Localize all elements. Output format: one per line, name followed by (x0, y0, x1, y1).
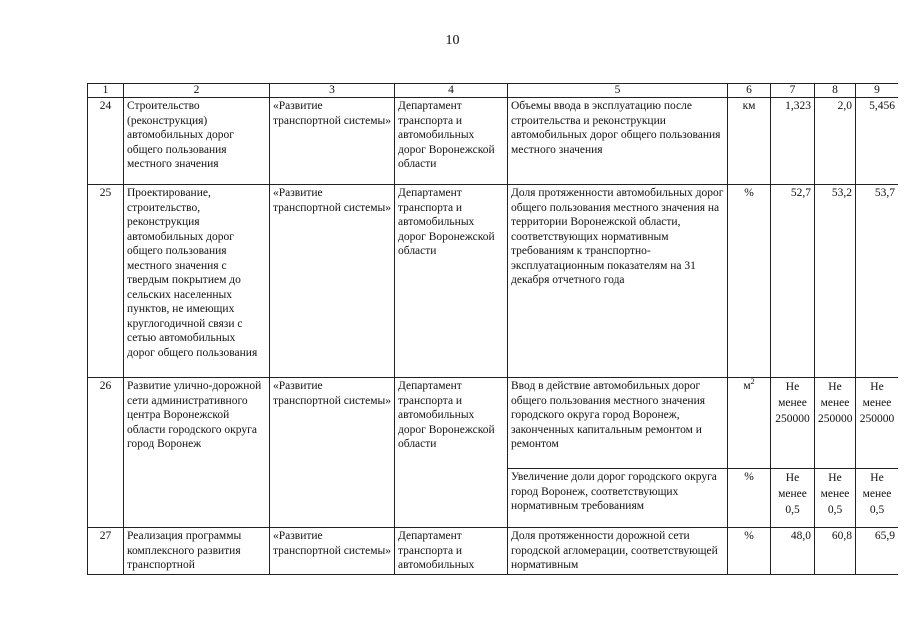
value-prefix: Не менее (778, 381, 807, 409)
value-col-9 (856, 469, 899, 528)
indicator-name: Ввод в действие автомобильных дорог общего пользования местного значения городского округа город Воронеж, законченных капитальным ремонтом и ремонтом (508, 378, 728, 469)
page-number: 10 (445, 33, 460, 48)
program-name: «Развитие транспортной системы» (270, 185, 395, 378)
value-col-7: 1,323 (771, 98, 815, 185)
header-cell-1: 1 (88, 84, 124, 98)
value-col-8 (815, 378, 856, 469)
header-cell-8: 8 (815, 84, 856, 98)
value-col-9: 5,456 (856, 98, 899, 185)
indicator-name: Доля протяженности автомобильных дорог общего пользования местного значения на территории Воронежской области, соответствующих нормативным требованиям к транспортно-эксплуатационным показателям на 31 декабря отчетного года (508, 185, 728, 378)
value-col-7: 52,7 (771, 185, 815, 378)
executor-name: Департамент транспорта и автомобильных дорог Воронежской области (395, 98, 508, 185)
value-number: 0,5 (827, 504, 843, 516)
value-number: 0,5 (869, 504, 885, 516)
value-number: 0,5 (785, 504, 800, 516)
event-name: Развитие улично-дорожной сети административного центра Воронежской области городского округа город Воронеж (124, 378, 270, 528)
event-name: Строительство (реконструкция) автомобильных дорог общего пользования местного значения (124, 98, 270, 185)
header-cell-2: 2 (124, 84, 270, 98)
row-number: 25 (88, 185, 124, 378)
program-name: «Развитие транспортной системы» (270, 528, 395, 575)
header-cell-9: 9 (856, 84, 899, 98)
table-row (88, 378, 899, 469)
indicator-name: Доля протяженности дорожной сети городской агломерации, соответствующей нормативным (508, 528, 728, 575)
row-number: 26 (88, 378, 124, 528)
row-number: 27 (88, 528, 124, 575)
event-name: Проектирование, строительство, реконструкция автомобильных дорог общего пользования местного значения с твердым покрытием до сельских населенных пунктов, не имеющих круглогодичной связи с сетью автомобильных дорог общего пользования (124, 185, 270, 378)
program-name: «Развитие транспортной системы» (270, 378, 395, 528)
value-col-7: 48,0 (771, 528, 815, 575)
event-name: Реализация программы комплексного развития транспортной (124, 528, 270, 575)
value-number: 250000 (775, 413, 810, 425)
value-col-7 (771, 378, 815, 469)
table-row (88, 528, 899, 575)
value-prefix: Не менее (862, 472, 892, 500)
indicator-name: Увеличение доли дорог городского округа город Воронеж, соответствующих нормативным требованиям (508, 469, 728, 528)
value-prefix: Не менее (862, 381, 892, 409)
unit: % (728, 185, 771, 378)
value-number: 250000 (818, 413, 853, 425)
value-col-9: 53,7 (856, 185, 899, 378)
header-cell-7: 7 (771, 84, 815, 98)
value-col-7 (771, 469, 815, 528)
value-prefix: Не менее (820, 381, 850, 409)
header-cell-6: 6 (728, 84, 771, 98)
unit (728, 378, 771, 469)
unit: % (728, 469, 771, 528)
indicators-table-wrapper (87, 83, 898, 575)
value-col-9 (856, 378, 899, 469)
executor-name: Департамент транспорта и автомобильных (395, 528, 508, 575)
header-cell-5: 5 (508, 84, 728, 98)
unit: % (728, 528, 771, 575)
unit-text: м (743, 380, 751, 392)
header-row (88, 84, 899, 98)
value-prefix: Не менее (820, 472, 850, 500)
table-row (88, 98, 899, 185)
value-number: 250000 (859, 413, 895, 425)
executor-name: Департамент транспорта и автомобильных дорог Воронежской области (395, 378, 508, 528)
unit-superscript: 2 (750, 377, 755, 387)
value-col-8 (815, 469, 856, 528)
value-prefix: Не менее (778, 472, 807, 500)
program-name: «Развитие транспортной системы» (270, 98, 395, 185)
header-cell-4: 4 (395, 84, 508, 98)
value-col-9: 65,9 (856, 528, 899, 575)
value-col-8: 2,0 (815, 98, 856, 185)
value-col-8: 53,2 (815, 185, 856, 378)
value-col-8: 60,8 (815, 528, 856, 575)
row-number: 24 (88, 98, 124, 185)
executor-name: Департамент транспорта и автомобильных дорог Воронежской области (395, 185, 508, 378)
indicators-table (87, 83, 898, 575)
table-row (88, 185, 899, 378)
unit: км (728, 98, 771, 185)
header-cell-3: 3 (270, 84, 395, 98)
indicator-name: Объемы ввода в эксплуатацию после строительства и реконструкции автомобильных дорог общего пользования местного значения (508, 98, 728, 185)
